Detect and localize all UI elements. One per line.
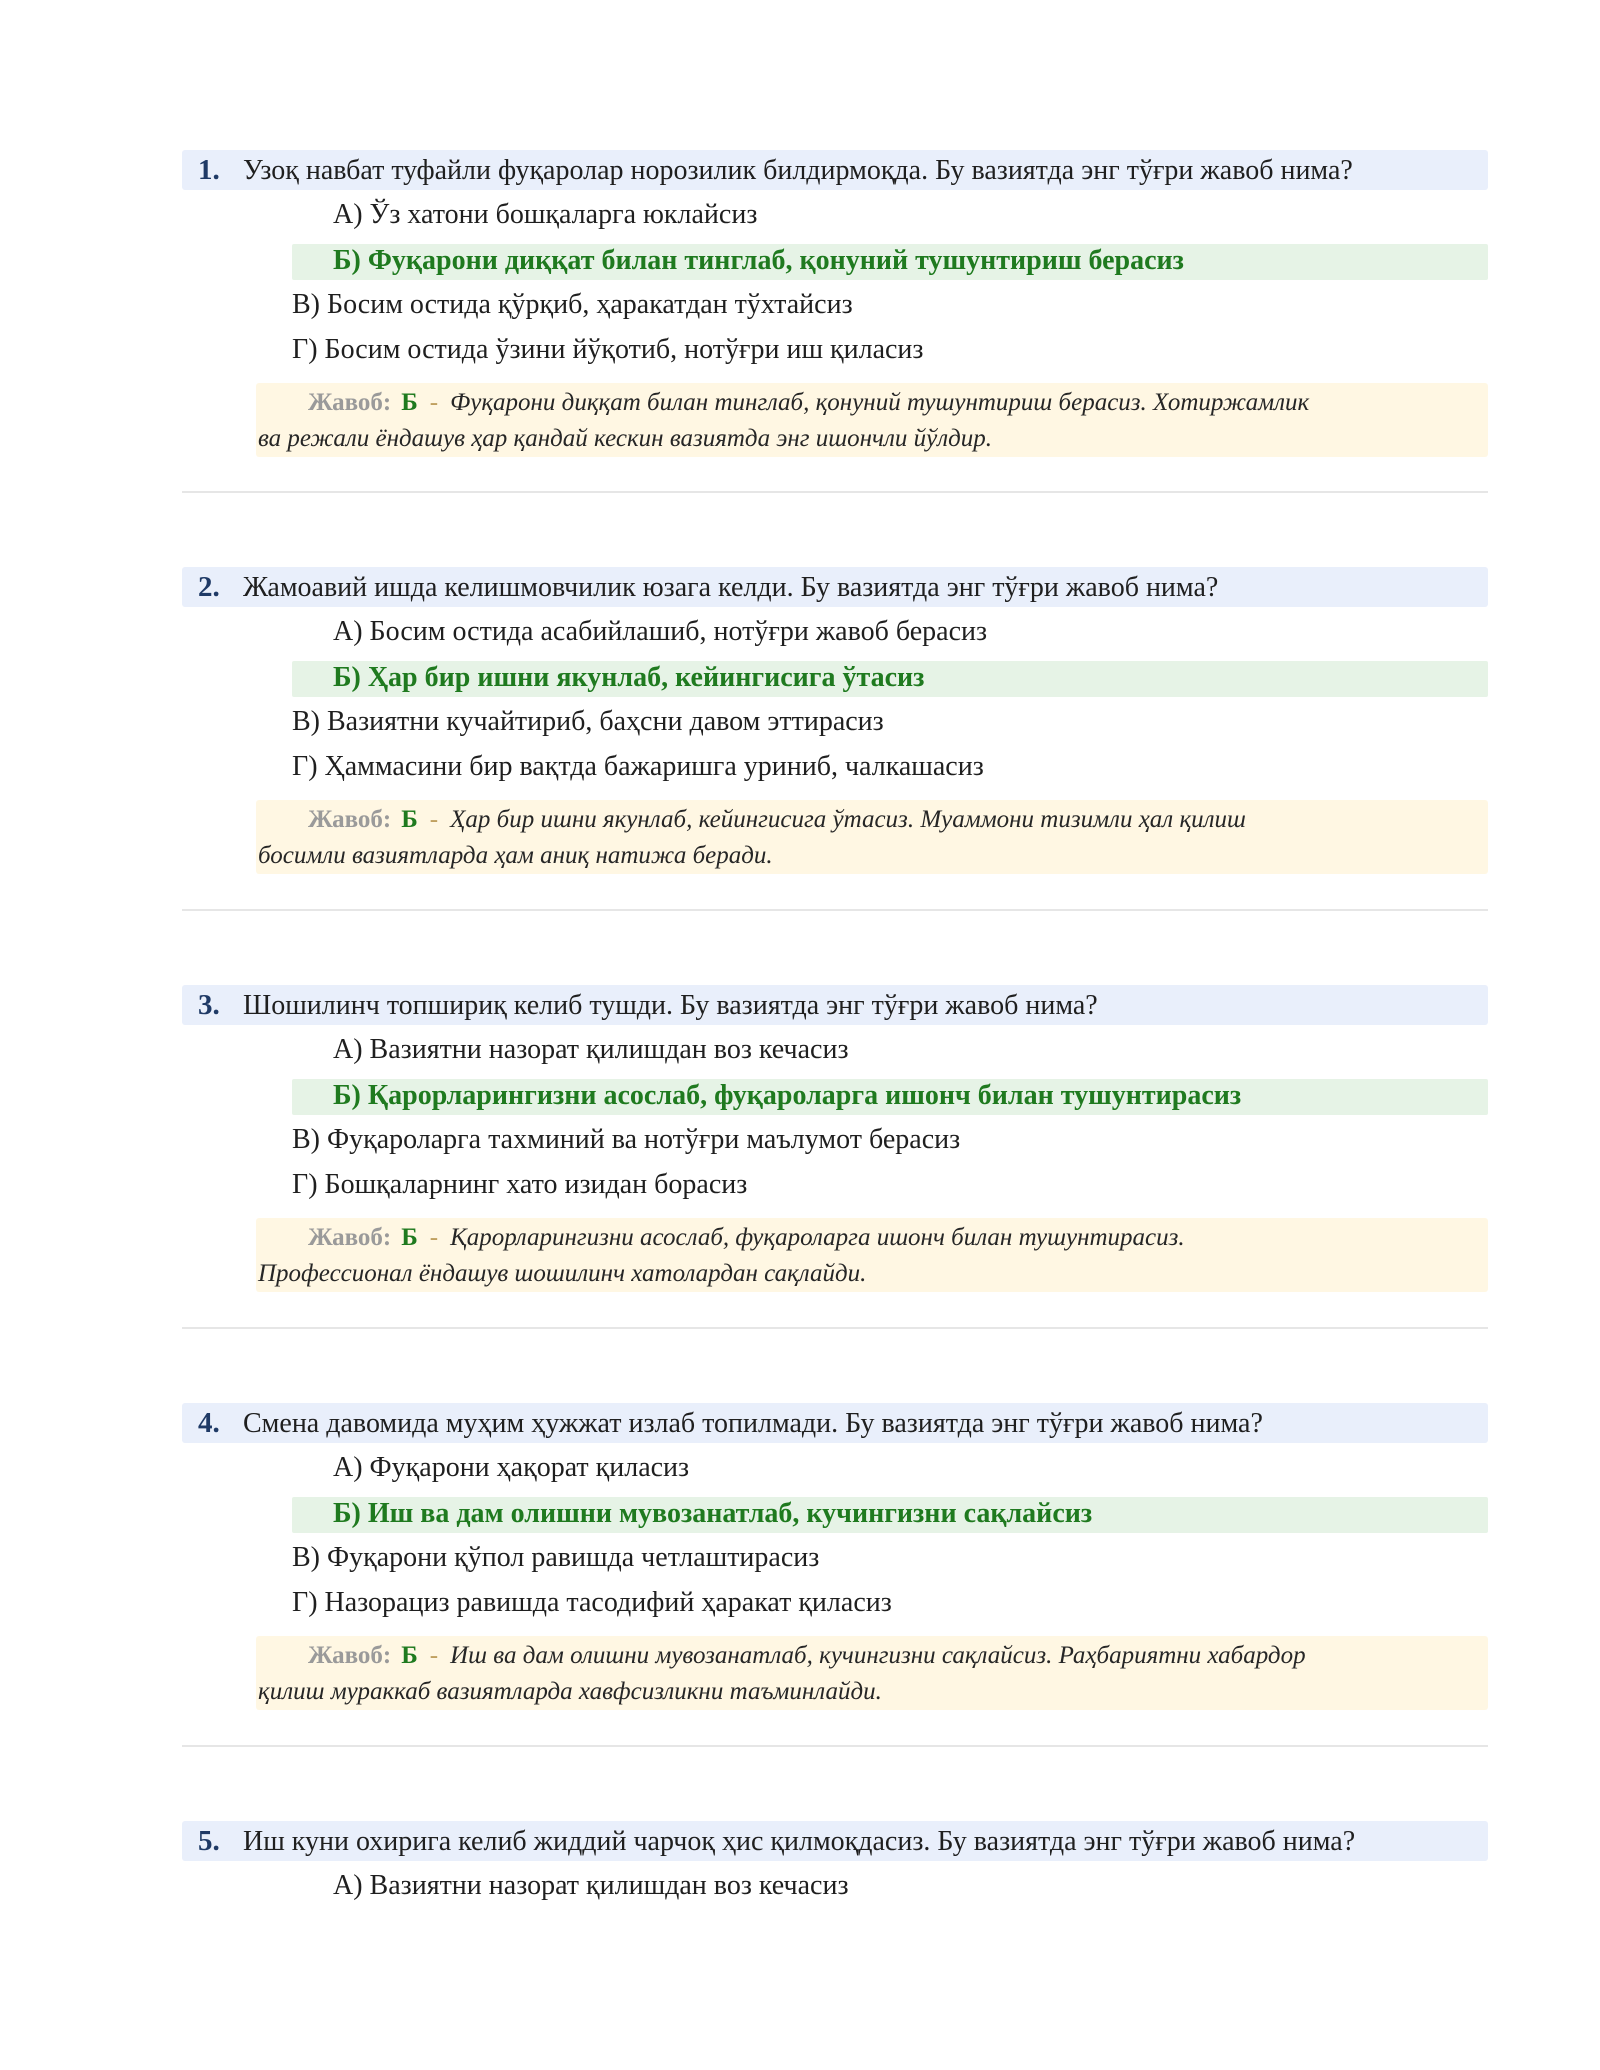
answer-explanation-cont: босимли вазиятларда ҳам аниқ натижа беради. [258, 842, 773, 869]
divider [182, 1745, 1488, 1747]
option-b-correct [292, 661, 1488, 697]
question-text: Иш куни охирига келиб жиддий чарчоқ ҳис қилмоқдасиз. Бу вазиятда энг тўғри жавоб нима? [243, 1826, 1356, 1857]
question-header [182, 567, 1488, 607]
answer-label: Жавоб: [308, 389, 392, 416]
question-header [182, 1821, 1488, 1861]
option-a: А) Вазиятни назорат қилишдан воз кечасиз [333, 1870, 849, 1901]
divider [182, 1327, 1488, 1329]
answer-label: Жавоб: [308, 1642, 392, 1669]
answer-box [256, 383, 1488, 457]
answer-letter: Б [401, 389, 418, 416]
divider [182, 909, 1488, 911]
answer-letter: Б [401, 1224, 418, 1251]
option-c: В) Вазиятни кучайтириб, баҳсни давом эттирасиз [292, 706, 884, 737]
answer-label: Жавоб: [308, 806, 392, 833]
answer-explanation: Иш ва дам олишни мувозанатлаб, кучингизни сақлайсиз. Раҳбариятни хабардор [450, 1642, 1306, 1669]
divider [182, 491, 1488, 493]
question-number: 2. [198, 571, 220, 603]
option-b-label: Б) Иш ва дам олишни мувозанатлаб, кучингизни сақлайсиз [333, 1498, 1093, 1529]
question-number: 3. [198, 989, 220, 1021]
option-b-correct [292, 1079, 1488, 1115]
question-number: 4. [198, 1407, 220, 1439]
answer-explanation-cont: қилиш мураккаб вазиятларда хавфсизликни таъминлайди. [258, 1678, 882, 1705]
question-header [182, 985, 1488, 1025]
option-d: Г) Назорациз равишда тасодифий ҳаракат қиласиз [292, 1587, 892, 1618]
question-header [182, 1403, 1488, 1443]
answer-explanation: Ҳар бир ишни якунлаб, кейингисига ўтасиз. Муаммони тизимли ҳал қилиш [450, 806, 1246, 833]
option-a: А) Вазиятни назорат қилишдан воз кечасиз [333, 1034, 849, 1065]
answer-explanation: Қарорларингизни асослаб, фуқароларга ишонч билан тушунтирасиз. [450, 1224, 1185, 1251]
option-b-label: Б) Қарорларингизни асослаб, фуқароларга ишонч билан тушунтирасиз [333, 1080, 1242, 1111]
option-c: В) Фуқароларга тахминий ва нотўғри маълумот берасиз [292, 1124, 961, 1155]
answer-label: Жавоб: [308, 1224, 392, 1251]
option-d: Г) Бошқаларнинг хато изидан борасиз [292, 1169, 748, 1200]
answer-explanation-cont: ва режали ёндашув ҳар қандай кескин вазиятда энг ишончли йўлдир. [258, 425, 992, 452]
option-a: А) Ўз хатони бошқаларга юклайсиз [333, 199, 758, 230]
question-text: Шошилинч топшириқ келиб тушди. Бу вазиятда энг тўғри жавоб нима? [243, 990, 1098, 1021]
option-c: В) Босим остида қўрқиб, ҳаракатдан тўхтайсиз [292, 289, 853, 320]
question-text: Смена давомида муҳим ҳужжат излаб топилмади. Бу вазиятда энг тўғри жавоб нима? [243, 1408, 1263, 1439]
answer-box [256, 1218, 1488, 1292]
answer-explanation-cont: Профессионал ёндашув шошилинч хатолардан сақлайди. [258, 1260, 867, 1287]
answer-dash: - [429, 806, 439, 833]
question-header [182, 150, 1488, 190]
question-text: Узоқ навбат туфайли фуқаролар норозилик билдирмоқда. Бу вазиятда энг тўғри жавоб нима? [243, 155, 1353, 186]
answer-box [256, 1636, 1488, 1710]
option-b-label: Б) Фуқарони диққат билан тинглаб, қонуний тушунтириш берасиз [333, 245, 1184, 276]
answer-dash: - [429, 389, 439, 416]
option-d: Г) Босим остида ўзини йўқотиб, нотўғри иш қиласиз [292, 334, 924, 365]
answer-dash: - [429, 1224, 439, 1251]
answer-box [256, 800, 1488, 874]
answer-letter: Б [401, 1642, 418, 1669]
option-b-label: Б) Ҳар бир ишни якунлаб, кейингисига ўтасиз [333, 662, 925, 693]
option-b-correct [292, 244, 1488, 280]
answer-dash: - [429, 1642, 439, 1669]
option-a: А) Фуқарони ҳақорат қиласиз [333, 1452, 690, 1483]
option-d: Г) Ҳаммасини бир вақтда бажаришга уриниб, чалкашасиз [292, 751, 984, 782]
answer-letter: Б [401, 806, 418, 833]
option-b-correct [292, 1497, 1488, 1533]
question-number: 5. [198, 1825, 220, 1857]
question-number: 1. [198, 154, 220, 186]
option-a: А) Босим остида асабийлашиб, нотўғри жавоб берасиз [333, 616, 988, 647]
answer-explanation: Фуқарони диққат билан тинглаб, қонуний тушунтириш берасиз. Хотиржамлик [450, 389, 1310, 416]
option-c: В) Фуқарони қўпол равишда четлаштирасиз [292, 1542, 820, 1573]
question-text: Жамоавий ишда келишмовчилик юзага келди. Бу вазиятда энг тўғри жавоб нима? [243, 572, 1219, 603]
